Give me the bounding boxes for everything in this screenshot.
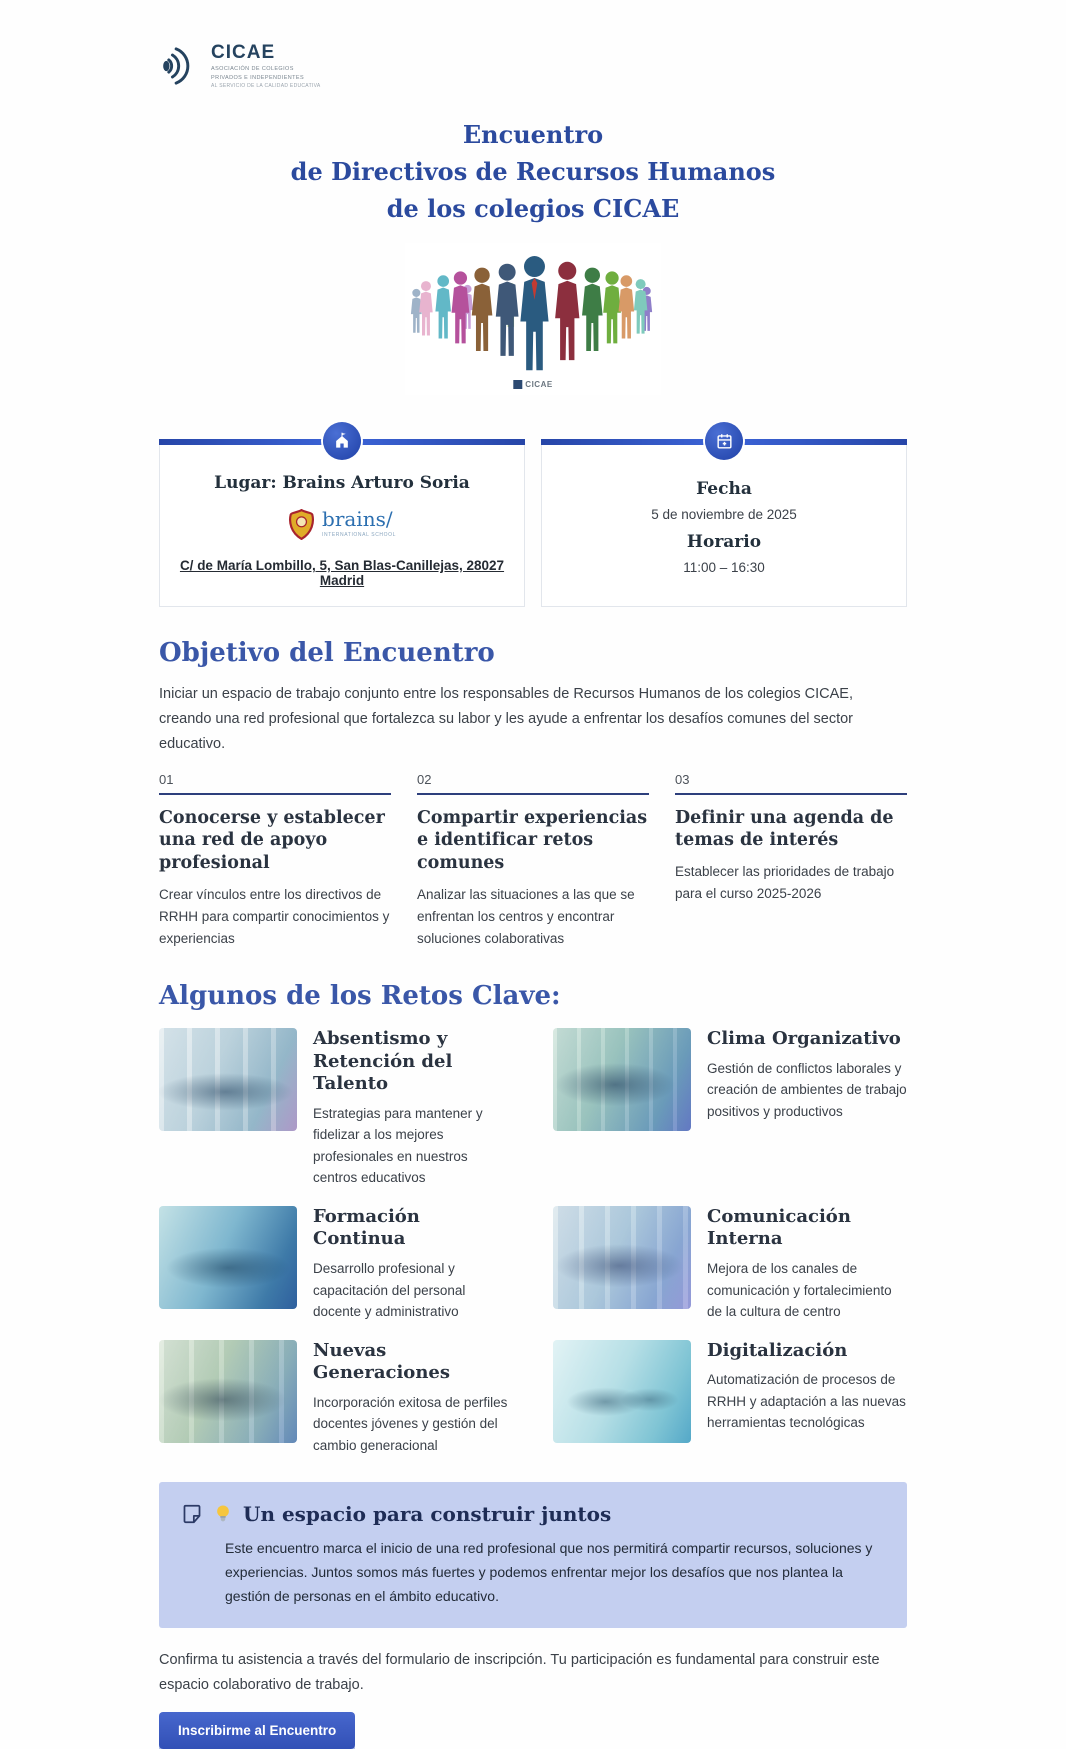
challenge-text: [707, 1206, 907, 1323]
goal-number: 03: [675, 772, 907, 795]
school-icon: [323, 422, 361, 460]
challenge-title: Absentismo y Retención del Talento: [313, 1028, 453, 1095]
goal-title: Compartir experiencias e identificar retos comunes: [417, 807, 648, 874]
callout-header: [181, 1502, 881, 1526]
goal-title: Conocerse y establecer una red de apoyo profesional: [159, 807, 385, 874]
challenge-text: [707, 1340, 907, 1457]
time-value: 11:00 – 16:30: [683, 560, 765, 576]
brand-tagline: ASOCIACIÓN DE COLEGIOS PRIVADOS E INDEPENDIENTES: [211, 66, 305, 81]
cicae-logo-text: [211, 43, 321, 89]
goal-title: Definir una agenda de temas de interés: [675, 807, 894, 851]
challenge-title: Clima Organizativo: [707, 1028, 901, 1050]
challenge-card-comunicacion: [553, 1206, 907, 1323]
team-photo: [553, 1206, 691, 1309]
cicae-logo: [159, 38, 389, 94]
challenge-description: Estrategias para mantener y fidelizar a los mejores profesionales en nuestros centros educativos: [313, 1105, 483, 1186]
date-value: 5 de noviembre de 2025: [651, 507, 797, 523]
goal-description: Establecer las prioridades de trabajo para el curso 2025-2026: [675, 864, 895, 902]
challenge-card-digitalizacion: [553, 1340, 907, 1457]
cicae-waves-icon: [159, 44, 203, 88]
goal-column-2: [417, 772, 649, 950]
newsletter-page: [159, 0, 907, 1749]
brains-logo: [178, 509, 506, 540]
address-link[interactable]: C/ de María Lombillo, 5, San Blas-Canillejas, 28027 Madrid: [179, 558, 505, 589]
challenge-text: [313, 1028, 513, 1189]
goal-column-1: [159, 772, 391, 950]
office-people-photo: [553, 1028, 691, 1131]
brains-logo-text: brains/ INTERNATIONAL SCHOOL: [322, 507, 396, 539]
callout-title: Un espacio para construir juntos: [243, 1502, 612, 1527]
date-card: [541, 439, 907, 607]
challenge-description: Incorporación exitosa de perfiles docentes jóvenes y gestión del cambio generacional: [313, 1394, 508, 1453]
challenge-title: Formación Continua: [313, 1205, 420, 1250]
challenge-description: Automatización de procesos de RRHH y adaptación a las nuevas herramientas tecnológicas: [707, 1372, 906, 1431]
challenge-description: Gestión de conflictos laborales y creación de ambientes de trabajo positivos y productivos: [707, 1060, 907, 1119]
objective-heading: Objetivo del Encuentro: [159, 638, 495, 669]
event-info-cards: [159, 439, 907, 607]
register-button[interactable]: Inscribirme al Encuentro: [159, 1712, 355, 1749]
time-label: Horario: [686, 532, 762, 553]
digital-office-photo: [553, 1340, 691, 1443]
brand-tagline-3: AL SERVICIO DE LA CALIDAD EDUCATIVA: [211, 82, 321, 89]
objective-intro: Iniciar un espacio de trabajo conjunto entre los responsables de Recursos Humanos de los colegios CICAE, creando una red profesional que fortalezca su labor y les ayude a enfrentar los desafíos comunes del sector educativo.: [159, 685, 853, 753]
lightbulb-icon: [214, 1504, 232, 1524]
hero-cicae-watermark: CICAE: [513, 380, 552, 389]
watermark-square-icon: [513, 380, 522, 389]
location-card: [159, 439, 525, 607]
location-title: Lugar: Brains Arturo Soria: [214, 473, 470, 494]
challenge-card-formacion: [159, 1206, 513, 1323]
challenge-title: Digitalización: [707, 1339, 848, 1361]
highlight-callout: [159, 1482, 907, 1628]
challenge-text: [313, 1206, 513, 1323]
confirmation-text: Confirma tu asistencia a través del formulario de inscripción. Tu participación es fundamental para construir este espacio colaborativo de trabajo.: [159, 1652, 880, 1693]
meeting-photo: [159, 1206, 297, 1309]
goal-number: 01: [159, 772, 391, 795]
calendar-icon: [705, 422, 743, 460]
challenge-card-absentismo: [159, 1028, 513, 1189]
challenge-description: Mejora de los canales de comunicación y fortalecimiento de la cultura de centro: [707, 1260, 892, 1320]
people-silhouettes-image: [405, 243, 661, 395]
challenge-card-clima: [553, 1028, 907, 1189]
brains-crest-icon: [288, 509, 315, 540]
goal-description: Crear vínculos entre los directivos de RRHH para compartir conocimientos y experiencias: [159, 886, 390, 946]
goal-description: Analizar las situaciones a las que se enfrentan los centros y encontrar soluciones colaborativas: [417, 886, 635, 946]
challenge-text: [313, 1340, 513, 1457]
challenges-grid: [159, 1028, 907, 1456]
note-icon: [181, 1503, 203, 1525]
challenges-heading: Algunos de los Retos Clave:: [159, 980, 561, 1011]
goal-number: 02: [417, 772, 649, 795]
page-title: Encuentro de Directivos de Recursos Humanos de los colegios CICAE: [290, 120, 776, 223]
date-label: Fecha: [696, 479, 752, 500]
challenge-description: Desarrollo profesional y capacitación del personal docente y administrativo: [313, 1260, 466, 1320]
callout-body: Este encuentro marca el inicio de una red profesional que nos permitirá compartir recursos, soluciones y experiencias. Juntos somos más fuertes y podemos enfrentar mejor los desafíos que nos plantea la gestión de personas en el ámbito educativo.: [225, 1540, 873, 1604]
challenge-card-generaciones: [159, 1340, 513, 1457]
hero-people-illustration: [405, 243, 661, 395]
goal-column-3: [675, 772, 907, 950]
objective-goals: [159, 772, 907, 950]
challenge-title: Comunicación Interna: [707, 1205, 851, 1250]
young-professionals-photo: [159, 1340, 297, 1443]
challenge-text: [707, 1028, 907, 1189]
office-people-photo: [159, 1028, 297, 1131]
challenge-title: Nuevas Generaciones: [313, 1339, 450, 1384]
brand-name: CICAE: [211, 42, 276, 64]
